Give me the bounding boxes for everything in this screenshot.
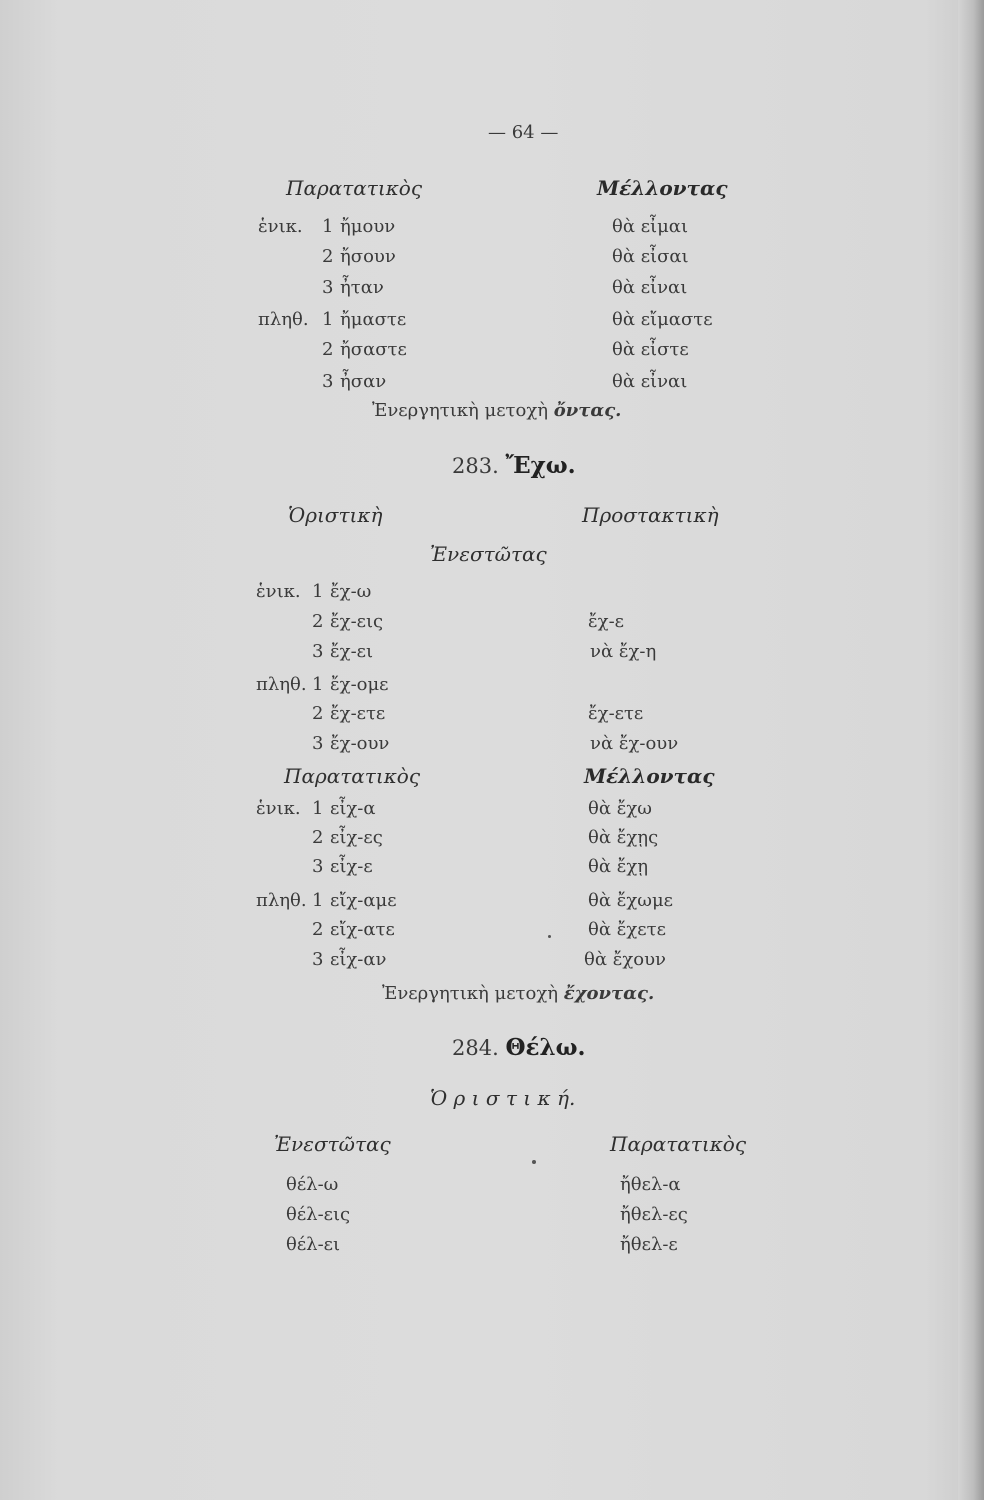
- participle-label: [372, 402, 621, 420]
- verb-form: εἴχ-ατε: [330, 919, 395, 940]
- verb-form: εἶχ-α: [330, 798, 376, 819]
- verb-form: θὰ εἶναι: [612, 371, 688, 392]
- future-heading: Μέλλοντας: [584, 764, 715, 788]
- section-verb: Θέλω.: [505, 1034, 586, 1061]
- present-heading: Ἐνεστῶτας: [274, 1132, 391, 1156]
- indicative-heading: Ὁριστικὴ: [288, 503, 383, 527]
- row-label: ἑνικ.: [256, 798, 301, 819]
- row-label: πληθ.: [256, 674, 307, 695]
- section-title: [452, 454, 576, 477]
- verb-form: ἦσαν: [340, 371, 387, 392]
- verb-form: εἶχ-αν: [330, 949, 387, 970]
- verb-form: ἤθελ-ε: [620, 1234, 678, 1255]
- verb-form: θὰ εἴμαστε: [612, 309, 713, 330]
- person-number: 3: [312, 733, 324, 754]
- verb-form: ἤσαστε: [340, 339, 407, 360]
- verb-form: θέλ-εις: [286, 1204, 351, 1225]
- row-label: πληθ.: [258, 309, 309, 330]
- verb-form: ἔχ-ω: [330, 581, 372, 602]
- verb-form: θέλ-ω: [286, 1174, 339, 1195]
- person-number: 3: [312, 856, 324, 877]
- person-number: 2: [312, 611, 324, 632]
- participle-text: Ἐνεργητικὴ μετοχὴ: [382, 983, 559, 1004]
- imperative-heading: Προστακτικὴ: [582, 503, 719, 527]
- verb-form: εἶχ-ε: [330, 856, 373, 877]
- imperfect-heading: Παρατατικὸς: [286, 176, 423, 200]
- row-label: ἑνικ.: [256, 581, 301, 602]
- verb-form: ἔχ-εις: [330, 611, 384, 632]
- verb-form: νὰ ἔχ-ουν: [590, 733, 679, 754]
- verb-form: θὰ εἶμαι: [612, 216, 689, 237]
- verb-form: θὰ ἔχετε: [588, 919, 666, 940]
- person-number: 1: [312, 890, 324, 911]
- verb-form: θὰ εἶστε: [612, 339, 689, 360]
- verb-form: θέλ-ει: [286, 1234, 341, 1255]
- verb-form: ἔχ-ε: [588, 611, 624, 632]
- person-number: 1: [322, 216, 334, 237]
- person-number: 1: [322, 309, 334, 330]
- page-number: — 64 —: [488, 122, 559, 143]
- verb-form: ἔχ-ει: [330, 641, 374, 662]
- person-number: 1: [312, 798, 324, 819]
- person-number: 3: [312, 949, 324, 970]
- person-number: 2: [322, 246, 334, 267]
- verb-form: εἶχ-ες: [330, 827, 383, 848]
- imperfect-heading: Παρατατικὸς: [610, 1132, 747, 1156]
- verb-form: νὰ ἔχ-η: [590, 641, 657, 662]
- row-label: πληθ.: [256, 890, 307, 911]
- verb-form: ἔχ-ετε: [588, 703, 644, 724]
- verb-form: θὰ ἔχῃς: [588, 827, 659, 848]
- section-verb: Ἔχω.: [505, 452, 576, 479]
- person-number: 2: [312, 703, 324, 724]
- verb-form: θὰ ἔχουν: [584, 949, 667, 970]
- person-number: 2: [312, 919, 324, 940]
- verb-form: θὰ ἔχω: [588, 798, 652, 819]
- verb-form: εἴχ-αμε: [330, 890, 397, 911]
- participle-label: [382, 985, 654, 1003]
- row-label: ἑνικ.: [258, 216, 303, 237]
- verb-form: ἤσουν: [340, 246, 396, 267]
- present-heading: Ἐνεστῶτας: [430, 542, 547, 566]
- print-speck: [532, 1160, 536, 1164]
- page-edge-shadow: [958, 0, 984, 1500]
- imperfect-heading: Παρατατικὸς: [284, 764, 421, 788]
- person-number: 1: [312, 581, 324, 602]
- verb-form: θὰ ἔχωμε: [588, 890, 673, 911]
- verb-form: ἤμουν: [340, 216, 396, 237]
- verb-form: θὰ ἔχῃ: [588, 856, 649, 877]
- future-heading: Μέλλοντας: [597, 176, 728, 200]
- verb-form: ἔχ-ομε: [330, 674, 389, 695]
- section-number: 284.: [452, 1036, 499, 1060]
- verb-form: ἤθελ-α: [620, 1174, 681, 1195]
- verb-form: ἔχ-ουν: [330, 733, 390, 754]
- verb-form: ἤθελ-ες: [620, 1204, 688, 1225]
- participle-text: Ἐνεργητικὴ μετοχὴ: [372, 400, 549, 421]
- person-number: 2: [322, 339, 334, 360]
- person-number: 1: [312, 674, 324, 695]
- person-number: 2: [312, 827, 324, 848]
- print-speck: [548, 935, 551, 938]
- verb-form: θὰ εἶσαι: [612, 246, 689, 267]
- verb-form: θὰ εἶναι: [612, 277, 688, 298]
- person-number: 3: [322, 277, 334, 298]
- participle-word: ἔχοντας.: [563, 983, 655, 1004]
- section-number: 283.: [452, 454, 499, 478]
- verb-form: ἔχ-ετε: [330, 703, 386, 724]
- indicative-heading: Ὁ ρ ι σ τ ι κ ή.: [430, 1086, 576, 1110]
- section-title: [452, 1036, 586, 1059]
- participle-word: ὄντας.: [553, 400, 622, 421]
- person-number: 3: [312, 641, 324, 662]
- verb-form: ἦταν: [340, 277, 384, 298]
- person-number: 3: [322, 371, 334, 392]
- verb-form: ἤμαστε: [340, 309, 407, 330]
